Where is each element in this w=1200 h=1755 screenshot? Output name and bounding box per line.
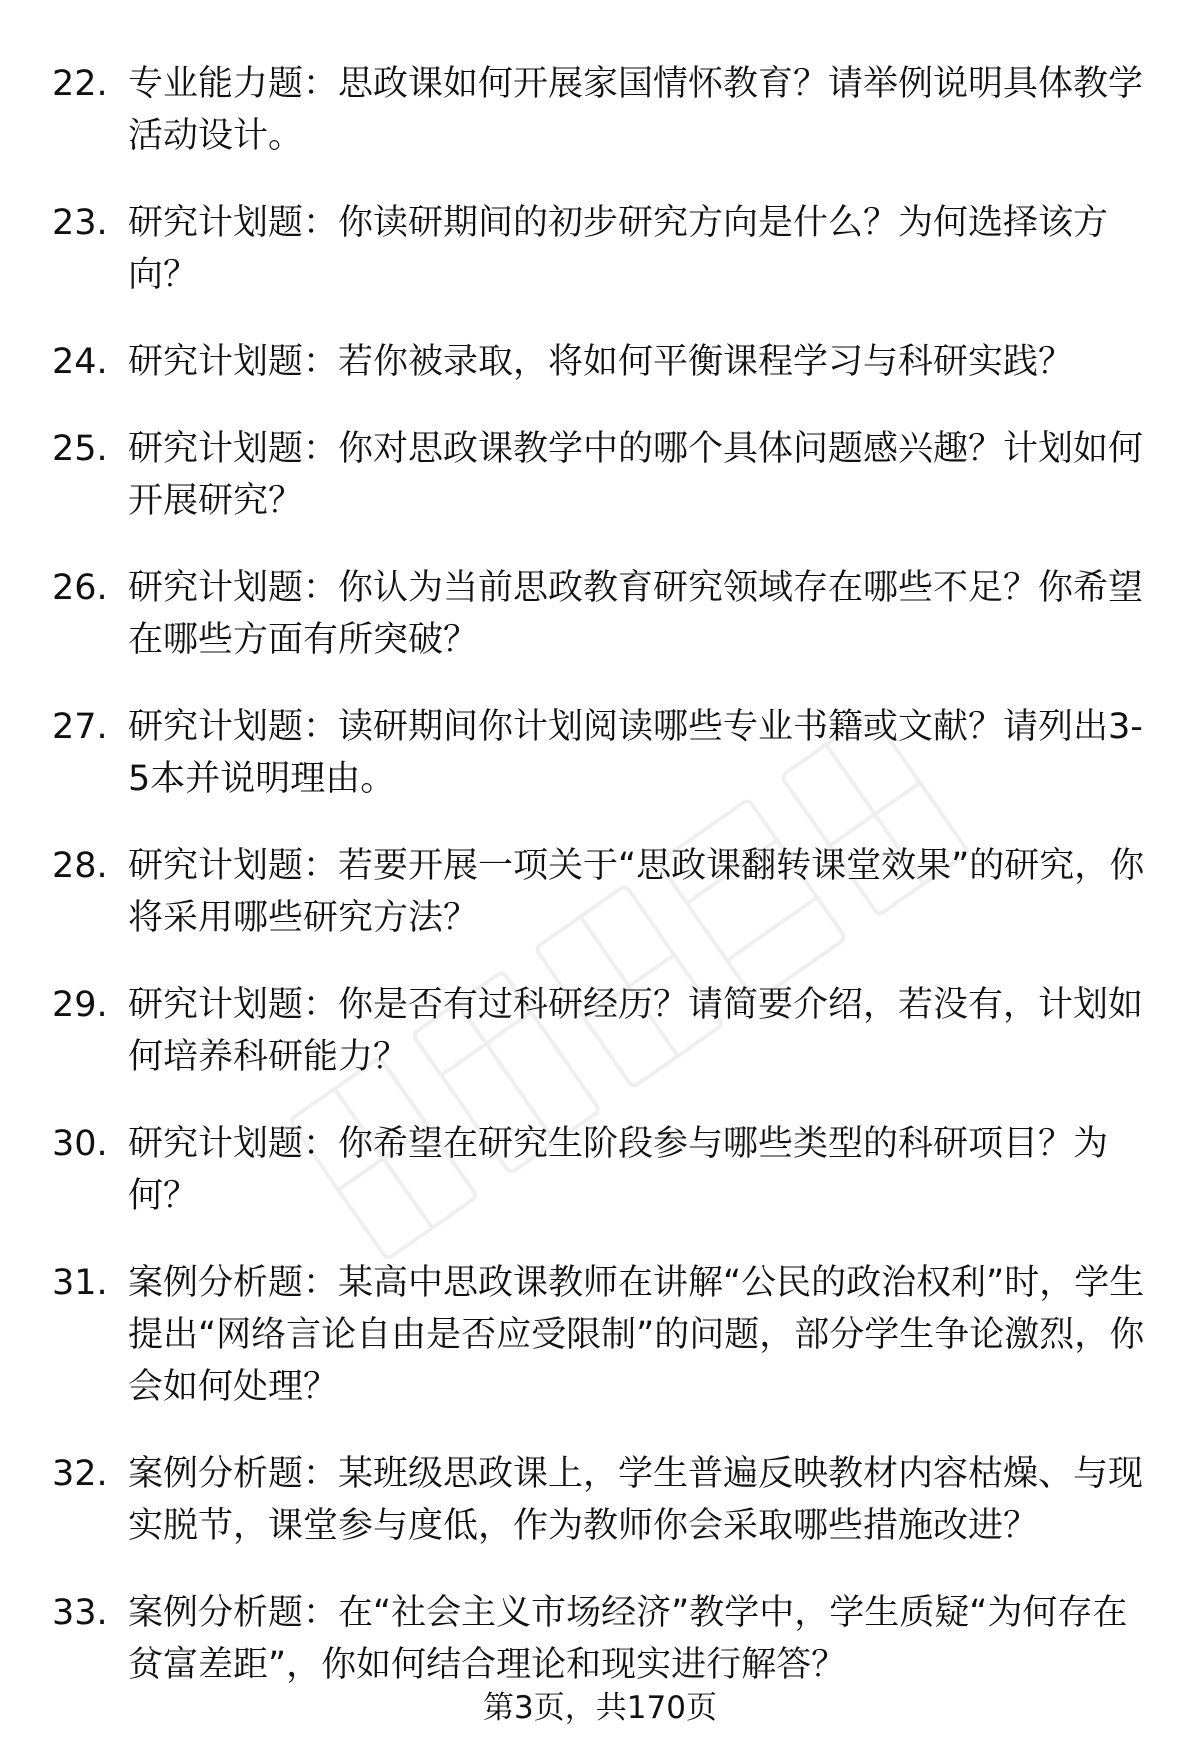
question-number: 23. [52, 203, 108, 243]
question-item [0, 562, 1200, 666]
question-number: 30. [52, 1124, 108, 1164]
question-text: 专业能力题：思政课如何开展家国情怀教育？请举例说明具体教学活动设计。 [128, 64, 1144, 156]
question-text: 研究计划题：你读研期间的初步研究方向是什么？为何选择该方向？ [128, 203, 1109, 295]
page-number-footer: 第3页，共170页 [483, 1690, 717, 1726]
question-text: 研究计划题：若你被录取，将如何平衡课程学习与科研实践？ [128, 342, 1074, 382]
question-item [0, 336, 1200, 388]
question-text: 案例分析题：在“社会主义市场经济”教学中，学生质疑“为何存在贫富差距”，你如何结合理论和现实进行解答？ [128, 1593, 1128, 1685]
question-number: 31. [52, 1263, 108, 1303]
question-item [0, 840, 1200, 944]
question-item [0, 1448, 1200, 1552]
question-text: 研究计划题：你是否有过科研经历？请简要介绍，若没有，计划如何培养科研能力？ [128, 985, 1144, 1077]
question-item [0, 979, 1200, 1083]
question-item [0, 1118, 1200, 1222]
question-number: 29. [52, 985, 108, 1025]
question-item [0, 423, 1200, 527]
question-text: 案例分析题：某高中思政课教师在讲解“公民的政治权利”时，学生提出“网络言论自由是否应受限制”的问题，部分学生争论激烈，你会如何处理？ [128, 1263, 1145, 1407]
question-item [0, 1257, 1200, 1413]
question-number: 33. [52, 1593, 108, 1633]
question-list [0, 58, 1200, 1726]
question-number: 26. [52, 568, 108, 608]
question-number: 24. [52, 342, 108, 382]
question-text: 研究计划题：读研期间你计划阅读哪些专业书籍或文献？请列出3-5本并说明理由。 [128, 707, 1143, 799]
question-item [0, 701, 1200, 805]
question-text: 研究计划题：你希望在研究生阶段参与哪些类型的科研项目？为何？ [128, 1124, 1109, 1216]
question-item [0, 58, 1200, 162]
question-item [0, 1587, 1200, 1691]
question-number: 22. [52, 64, 108, 104]
question-text: 研究计划题：你认为当前思政教育研究领域存在哪些不足？你希望在哪些方面有所突破？ [128, 568, 1144, 660]
question-number: 27. [52, 707, 108, 747]
question-text: 案例分析题：某班级思政课上，学生普遍反映教材内容枯燥、与现实脱节，课堂参与度低，作为教师你会采取哪些措施改进？ [128, 1454, 1144, 1546]
question-text: 研究计划题：你对思政课教学中的哪个具体问题感兴趣？计划如何开展研究？ [128, 429, 1144, 521]
question-number: 25. [52, 429, 108, 469]
question-item [0, 197, 1200, 301]
question-number: 28. [52, 846, 108, 886]
question-number: 32. [52, 1454, 108, 1494]
question-text: 研究计划题：若要开展一项关于“思政课翻转课堂效果”的研究，你将采用哪些研究方法？ [128, 846, 1145, 938]
